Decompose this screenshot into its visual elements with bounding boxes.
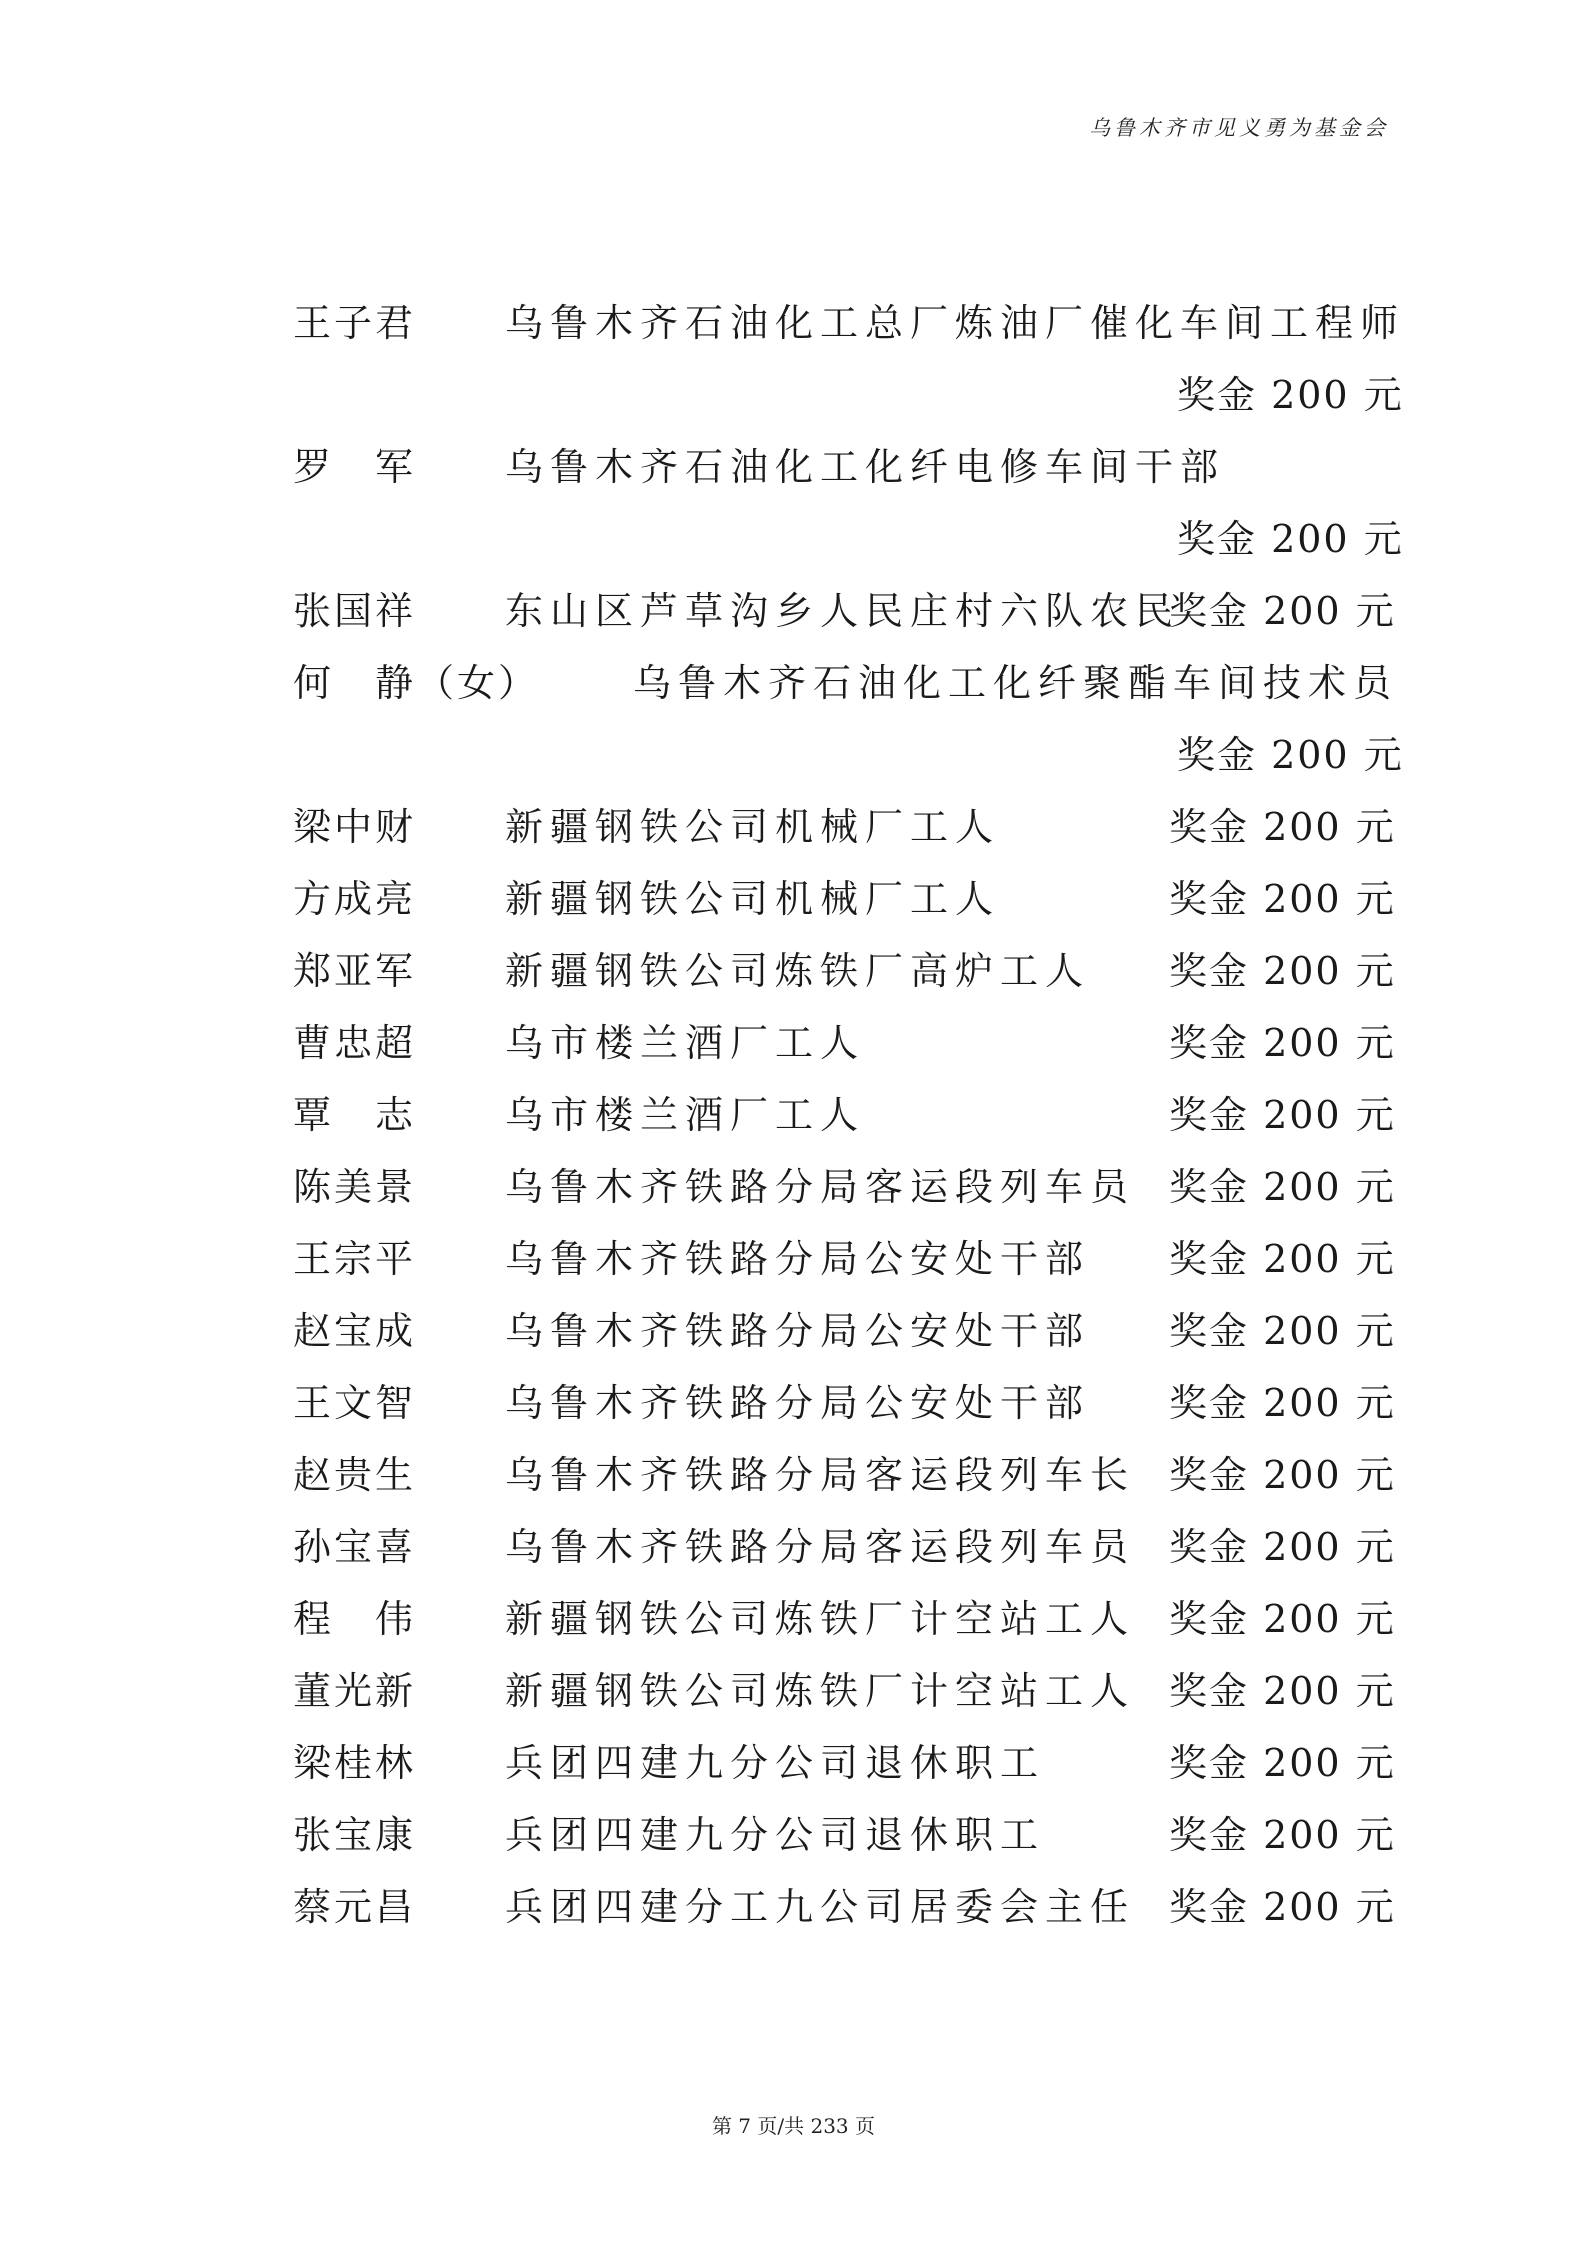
awardee-description: 乌鲁木齐石油化工总厂炼油厂催化车间工程师 [505,301,1406,345]
awardee-description: 兵团四建分工九公司居委会主任 [505,1885,1136,1929]
awardee-entry [293,1295,1396,1367]
award-amount: 奖金 200 元 [1169,1525,1396,1569]
award-amount: 奖金 200 元 [1169,1165,1396,1209]
awardee-entry [293,863,1396,935]
award-amount: 奖金 200 元 [1169,1381,1396,1425]
award-amount: 奖金 200 元 [1169,589,1396,633]
awardee-entry [293,1151,1396,1223]
awardee-entry [293,287,1406,359]
awardee-entry [293,1439,1396,1511]
awardee-description: 乌鲁木齐铁路分局公安处干部 [505,1237,1091,1281]
awardee-entry [293,1079,1396,1151]
awardee-description: 新疆钢铁公司炼铁厂高炉工人 [505,949,1091,993]
award-amount: 奖金 200 元 [1169,1597,1396,1641]
award-amount: 奖金 200 元 [1169,1813,1396,1857]
awardee-description: 乌市楼兰酒厂工人 [505,1093,866,1137]
awardee-entry [293,647,1399,719]
award-amount: 奖金 200 元 [1169,877,1396,921]
awardee-name: 覃 志 [293,1093,417,1137]
award-amount: 奖金 200 元 [1169,949,1396,993]
awardee-description: 新疆钢铁公司机械厂工人 [505,805,1001,849]
awardee-description: 乌市楼兰酒厂工人 [505,1021,866,1065]
awardee-name: 曹忠超 [293,1021,417,1065]
awardee-name: 孙宝喜 [293,1525,417,1569]
awardee-name: 张国祥 [293,589,417,633]
awardee-description: 兵团四建九分公司退休职工 [505,1741,1046,1785]
page-number: 第 7 页/共 233 页 [711,2114,876,2138]
awardee-name: 程 伟 [293,1597,417,1641]
award-amount: 奖金 200 元 [1177,733,1404,777]
awardee-entry [293,1367,1396,1439]
awardee-entry [293,575,1396,647]
awardee-name: 郑亚军 [293,949,417,993]
award-amount: 奖金 200 元 [1169,805,1396,849]
award-amount: 奖金 200 元 [1169,1885,1396,1929]
awardee-description: 乌鲁木齐石油化工化纤聚酯车间技术员 [633,661,1399,705]
awardee-entry [293,1727,1396,1799]
page-header-org: 乌鲁木齐市见义勇为基金会 [1089,116,1389,140]
awardee-description: 乌鲁木齐铁路分局公安处干部 [505,1309,1091,1353]
awardee-description: 乌鲁木齐铁路分局客运段列车员 [505,1525,1136,1569]
awardee-description: 新疆钢铁公司炼铁厂计空站工人 [505,1597,1136,1641]
awardee-list [293,287,1406,1943]
award-amount: 奖金 200 元 [1169,1309,1396,1353]
awardee-entry [293,431,1383,503]
awardee-description: 乌鲁木齐铁路分局公安处干部 [505,1381,1091,1425]
award-amount: 奖金 200 元 [1177,517,1404,561]
awardee-name: 赵贵生 [293,1453,417,1497]
award-amount: 奖金 200 元 [1169,1453,1396,1497]
award-amount: 奖金 200 元 [1169,1741,1396,1785]
award-amount: 奖金 200 元 [1169,1093,1396,1137]
awardee-description: 乌鲁木齐铁路分局客运段列车长 [505,1453,1136,1497]
awardee-name: 王宗平 [293,1237,417,1281]
awardee-name: 王文智 [293,1381,417,1425]
award-amount: 奖金 200 元 [1169,1021,1396,1065]
awardee-name: 赵宝成 [293,1309,417,1353]
award-amount: 奖金 200 元 [1169,1237,1396,1281]
awardee-description: 乌鲁木齐铁路分局客运段列车员 [505,1165,1136,1209]
awardee-name: 罗 军 [293,445,417,489]
awardee-entry [293,1799,1396,1871]
award-amount: 奖金 200 元 [1169,1669,1396,1713]
awardee-description: 新疆钢铁公司机械厂工人 [505,877,1001,921]
awardee-entry [293,1511,1396,1583]
award-amount: 奖金 200 元 [1177,373,1404,417]
awardee-name: 蔡元昌 [293,1885,417,1929]
awardee-award-line [293,719,1404,791]
awardee-description: 东山区芦草沟乡人民庄村六队农民 [505,589,1181,633]
awardee-entry [293,791,1396,863]
awardee-name: 何 静（女） [293,661,540,705]
awardee-name: 方成亮 [293,877,417,921]
awardee-entry [293,1223,1396,1295]
awardee-award-line [293,359,1404,431]
awardee-description: 新疆钢铁公司炼铁厂计空站工人 [505,1669,1136,1713]
awardee-entry [293,1871,1396,1943]
awardee-entry [293,1007,1396,1079]
awardee-name: 梁中财 [293,805,417,849]
awardee-entry [293,1583,1396,1655]
awardee-entry [293,935,1396,1007]
awardee-award-line [293,503,1404,575]
awardee-description: 兵团四建九分公司退休职工 [505,1813,1046,1857]
awardee-name: 梁桂林 [293,1741,417,1785]
awardee-name: 董光新 [293,1669,417,1713]
awardee-name: 张宝康 [293,1813,417,1857]
awardee-name: 陈美景 [293,1165,417,1209]
awardee-name: 王子君 [293,301,417,345]
awardee-entry [293,1655,1396,1727]
awardee-description: 乌鲁木齐石油化工化纤电修车间干部 [505,445,1226,489]
